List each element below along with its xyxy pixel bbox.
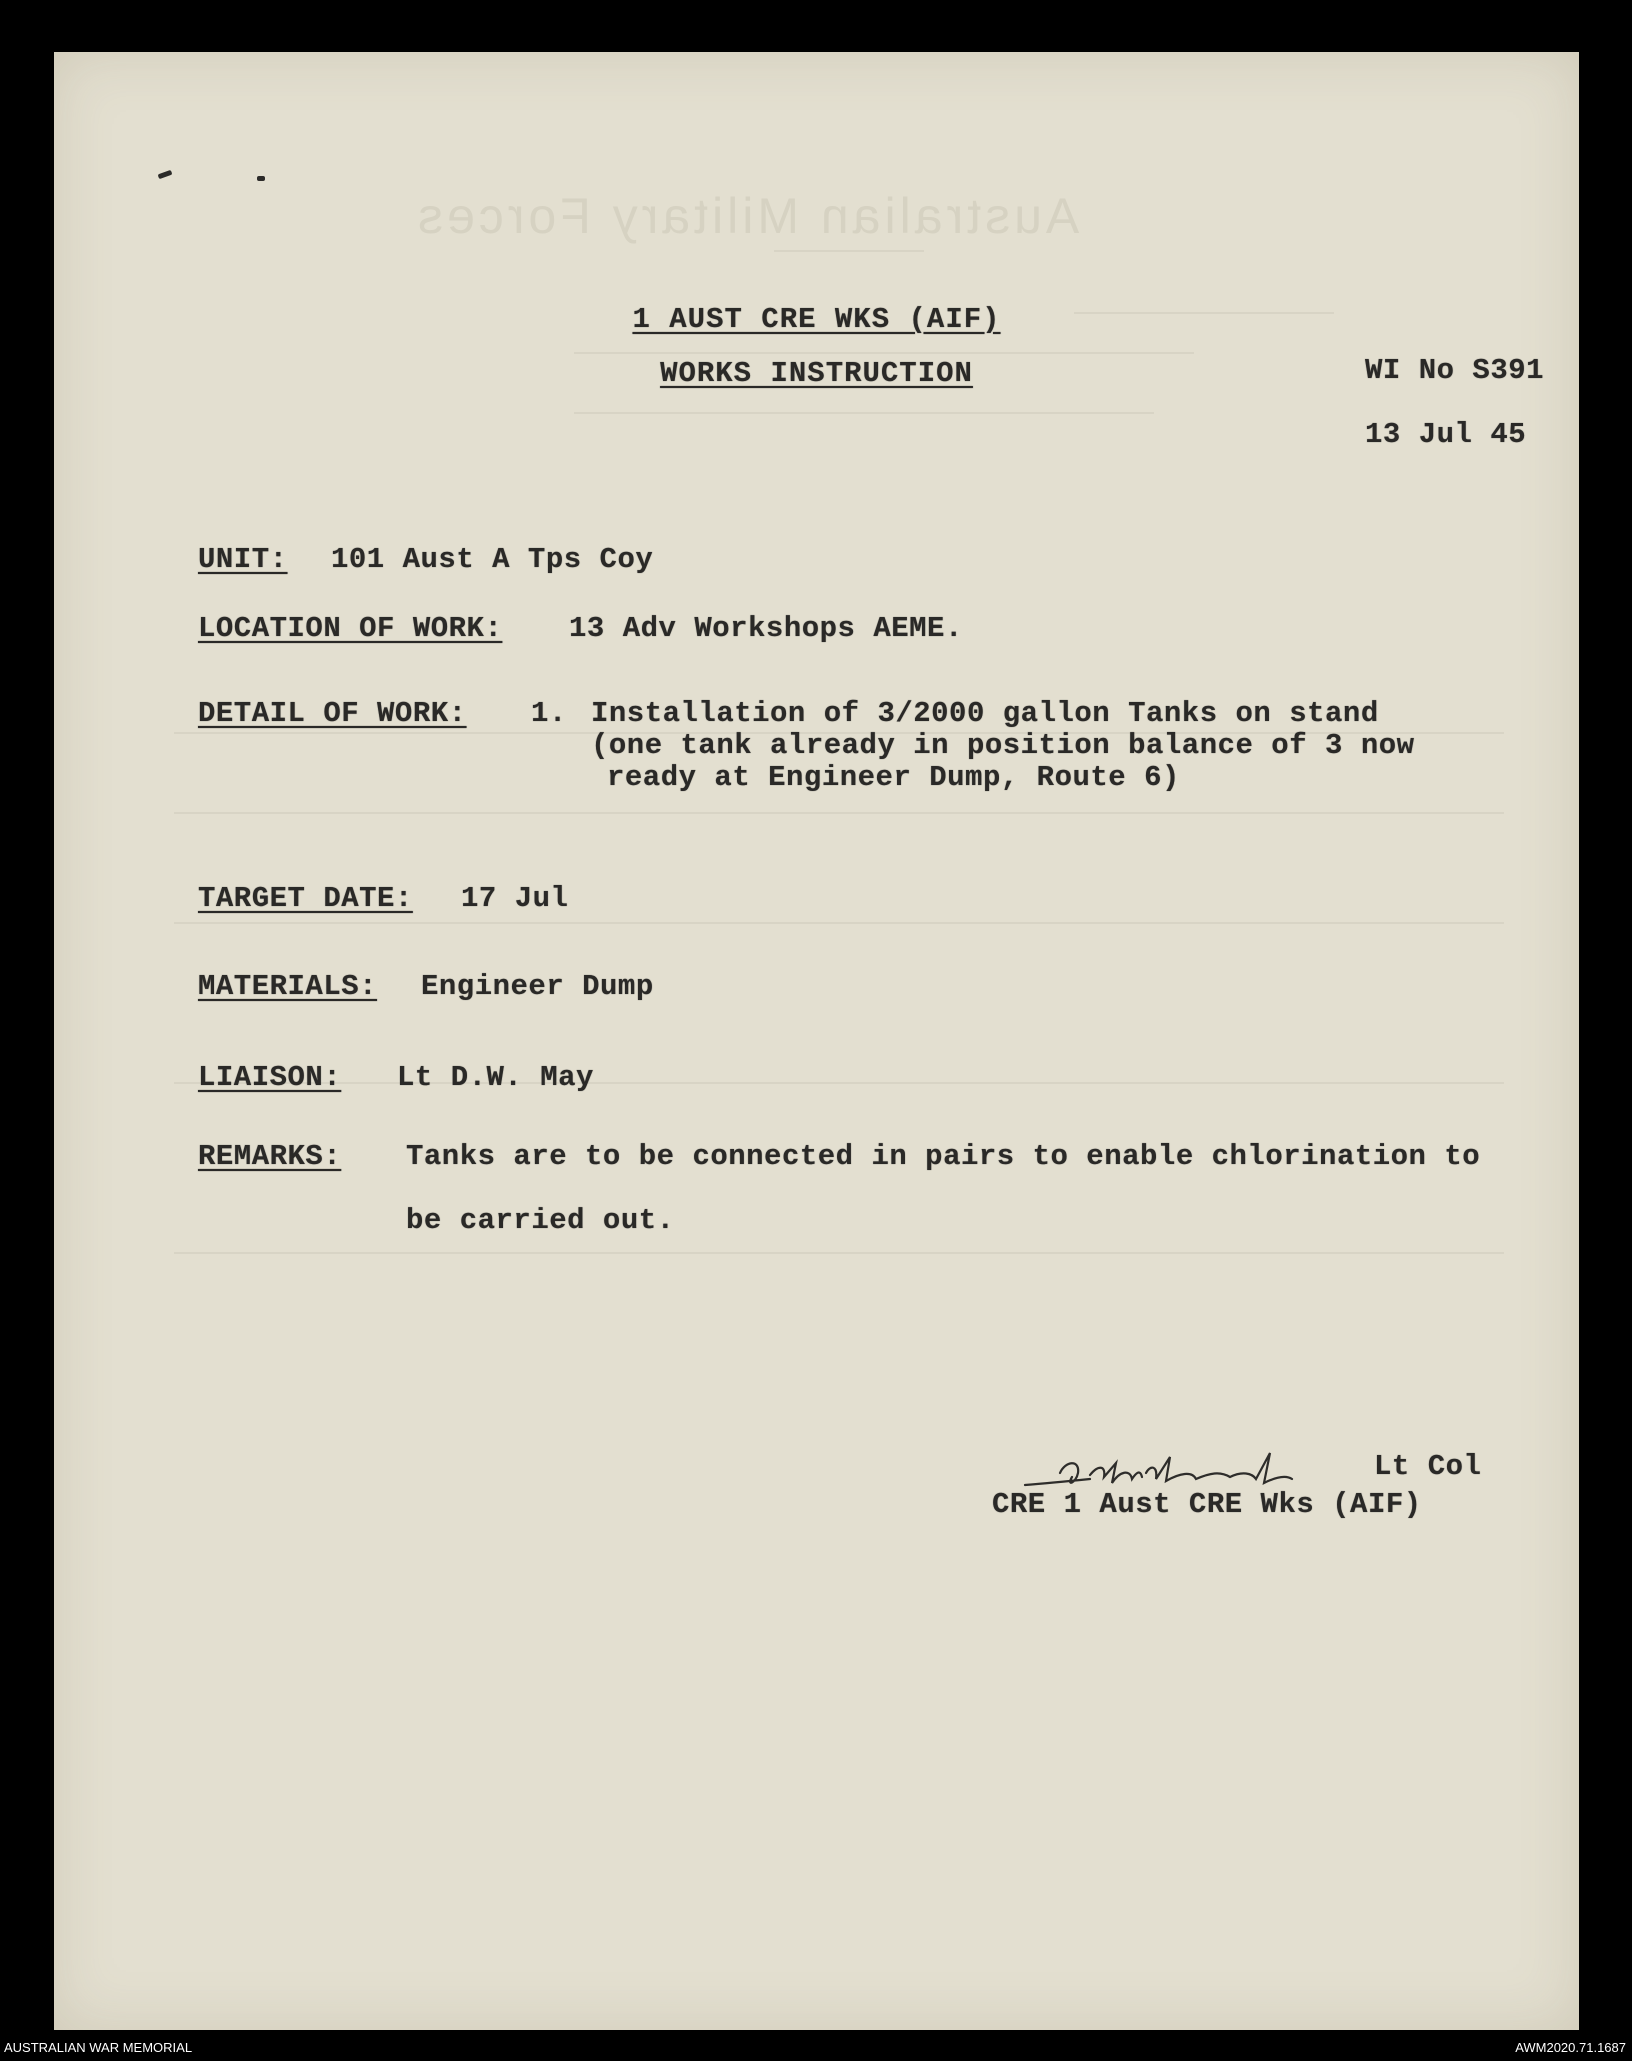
bleed-through-rule (174, 1082, 1504, 1084)
unit-heading: 1 AUST CRE WKS (AIF) (632, 303, 1001, 336)
materials-value: Engineer Dump (421, 970, 654, 1003)
bleed-through-rule (774, 250, 924, 252)
unit-label: UNIT: (198, 543, 288, 576)
remarks-label: REMARKS: (198, 1140, 342, 1173)
detail-line: ready at Engineer Dump, Route 6) (607, 761, 1180, 794)
bleed-through-rule (174, 1252, 1504, 1254)
detail-line: Installation of 3/2000 gallon Tanks on stand (591, 697, 1379, 730)
target-date-label: TARGET DATE: (198, 882, 413, 915)
materials-label: MATERIALS: (198, 970, 378, 1003)
signatory-title: CRE 1 Aust CRE Wks (AIF) (992, 1488, 1422, 1521)
document-page (54, 52, 1579, 2030)
remarks-line: be carried out. (406, 1204, 675, 1237)
unit-value: 101 Aust A Tps Coy (331, 543, 654, 576)
target-date-value: 17 Jul (461, 882, 569, 915)
detail-item-number: 1. (531, 697, 567, 730)
bleed-through-rule (174, 922, 1504, 924)
footer-right: AWM2020.71.1687 (1515, 2040, 1626, 2055)
liaison-value: Lt D.W. May (397, 1061, 594, 1094)
detail-line: (one tank already in position balance of 3 now (591, 729, 1415, 762)
location-label: LOCATION OF WORK: (198, 612, 503, 645)
bleed-through-letterhead: Australian Military Forces (414, 188, 1080, 244)
detail-label: DETAIL OF WORK: (198, 697, 467, 730)
ink-mark (158, 170, 173, 179)
footer-left: AUSTRALIAN WAR MEMORIAL (4, 2040, 193, 2055)
bleed-through-rule (574, 412, 1154, 414)
document-date: 13 Jul 45 (1365, 418, 1527, 451)
wi-number: WI No S391 (1365, 354, 1545, 387)
bleed-through-rule (174, 812, 1504, 814)
document-title: WORKS INSTRUCTION (660, 357, 973, 390)
bleed-through-rule (574, 352, 1194, 354)
signatory-rank: Lt Col (1374, 1450, 1482, 1483)
location-value: 13 Adv Workshops AEME. (569, 612, 963, 645)
remarks-line: Tanks are to be connected in pairs to enable chlorination to (406, 1140, 1481, 1173)
liaison-label: LIAISON: (198, 1061, 342, 1094)
ink-mark (257, 176, 265, 181)
